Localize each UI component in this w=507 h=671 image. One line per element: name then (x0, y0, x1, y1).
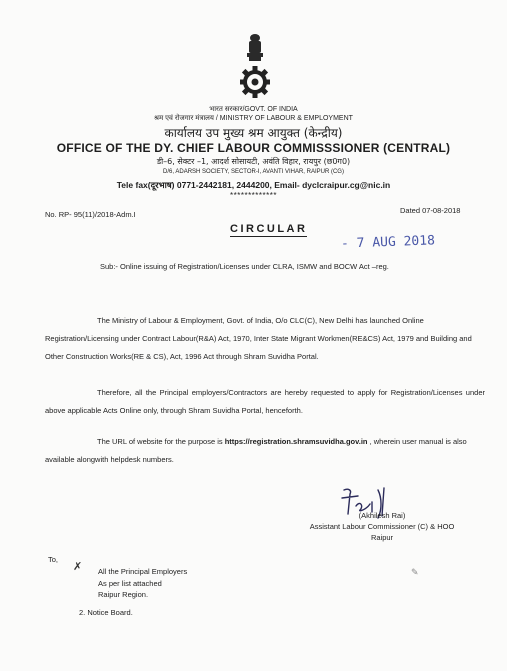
signatory-designation: Assistant Labour Commissioner (C) & HOO (309, 522, 455, 531)
separator-stars: ************* (230, 191, 277, 200)
ministry-line: श्रम एवं रोजगार मंत्रालय / MINISTRY OF LABOUR & EMPLOYMENT (154, 115, 353, 122)
signatory-name: (Akhilesh Rai) (358, 511, 406, 520)
subject-line: Sub:- Online issuing of Registration/Licenses under CLRA, ISMW and BOCW Act –reg. (100, 262, 389, 271)
govt-of-india-line: भारत सरकार/GOVT. OF INDIA (209, 106, 298, 113)
reference-number: No. RP- 95(11)/2018-Adm.I (45, 210, 136, 219)
pen-mark-icon: ✎ (411, 567, 419, 577)
handwritten-tick-mark: ✗ (73, 561, 83, 573)
recipient-item-2: 2. Notice Board. (79, 608, 133, 617)
received-date-stamp: - 7 AUG 2018 (340, 233, 436, 252)
address-english: D/6, ADARSH SOCIETY, SECTOR-I, AVANTI VIHAR, RAIPUR (CG) (163, 169, 344, 175)
office-title: OFFICE OF THE DY. CHIEF LABOUR COMMISSSIONER (CENTRAL) (56, 141, 451, 155)
paragraph-2: Therefore, all the Principal employers/Contractors are hereby requested to apply for Registration/Licenses under above applicable Acts Online only, through Shram Suvidha Portal, henceforth. (45, 388, 485, 415)
signatory-block (292, 510, 472, 543)
office-title-hindi: कार्यालय उप मुख्य श्रम आयुक्त (केन्द्रीय) (164, 126, 343, 140)
recipient-item-1 (98, 566, 187, 601)
portal-url-link[interactable]: https://registration.shramsuvidha.gov.in (224, 437, 368, 446)
paragraph-3-text-end: , wherein user manual is also available alongwith helpdesk numbers. (45, 437, 467, 464)
tel-fax-email-line: Tele fax(दूरभाष) 0771-2442181, 2444200, Email- dyclcraipur.cg@nic.in (116, 180, 391, 190)
to-label: To, (48, 555, 59, 564)
address-hindi: डी–6, सेक्टर –1, आदर्श सोसायटी, अवंति विहार, रायपुर (छ0ग0) (156, 157, 351, 166)
document-date: Dated 07-08-2018 (400, 206, 461, 215)
recipient-line-1: All the Principal Employers (98, 567, 188, 576)
signatory-place: Raipur (370, 533, 394, 542)
paragraph-1: The Ministry of Labour & Employment, Govt. of India, O/o CLC(C), New Delhi has launched Online Registration/Licensing under Contract Labour(R&A) Act, 1970, Inter State Migrant Workmen(RE&CS) Act, 1979 and Building and Other Construction Works(RE & CS), Act, 1996 Act through Shram Suvidha Portal. (45, 316, 472, 361)
recipient-line-2: As per list attached (98, 578, 162, 588)
paragraph-3 (45, 433, 485, 469)
paragraph-3-text: The URL of website for the purpose is (97, 437, 225, 446)
recipient-line-3: Raipur Region. (98, 590, 149, 599)
circular-title: CIRCULAR (230, 223, 308, 235)
